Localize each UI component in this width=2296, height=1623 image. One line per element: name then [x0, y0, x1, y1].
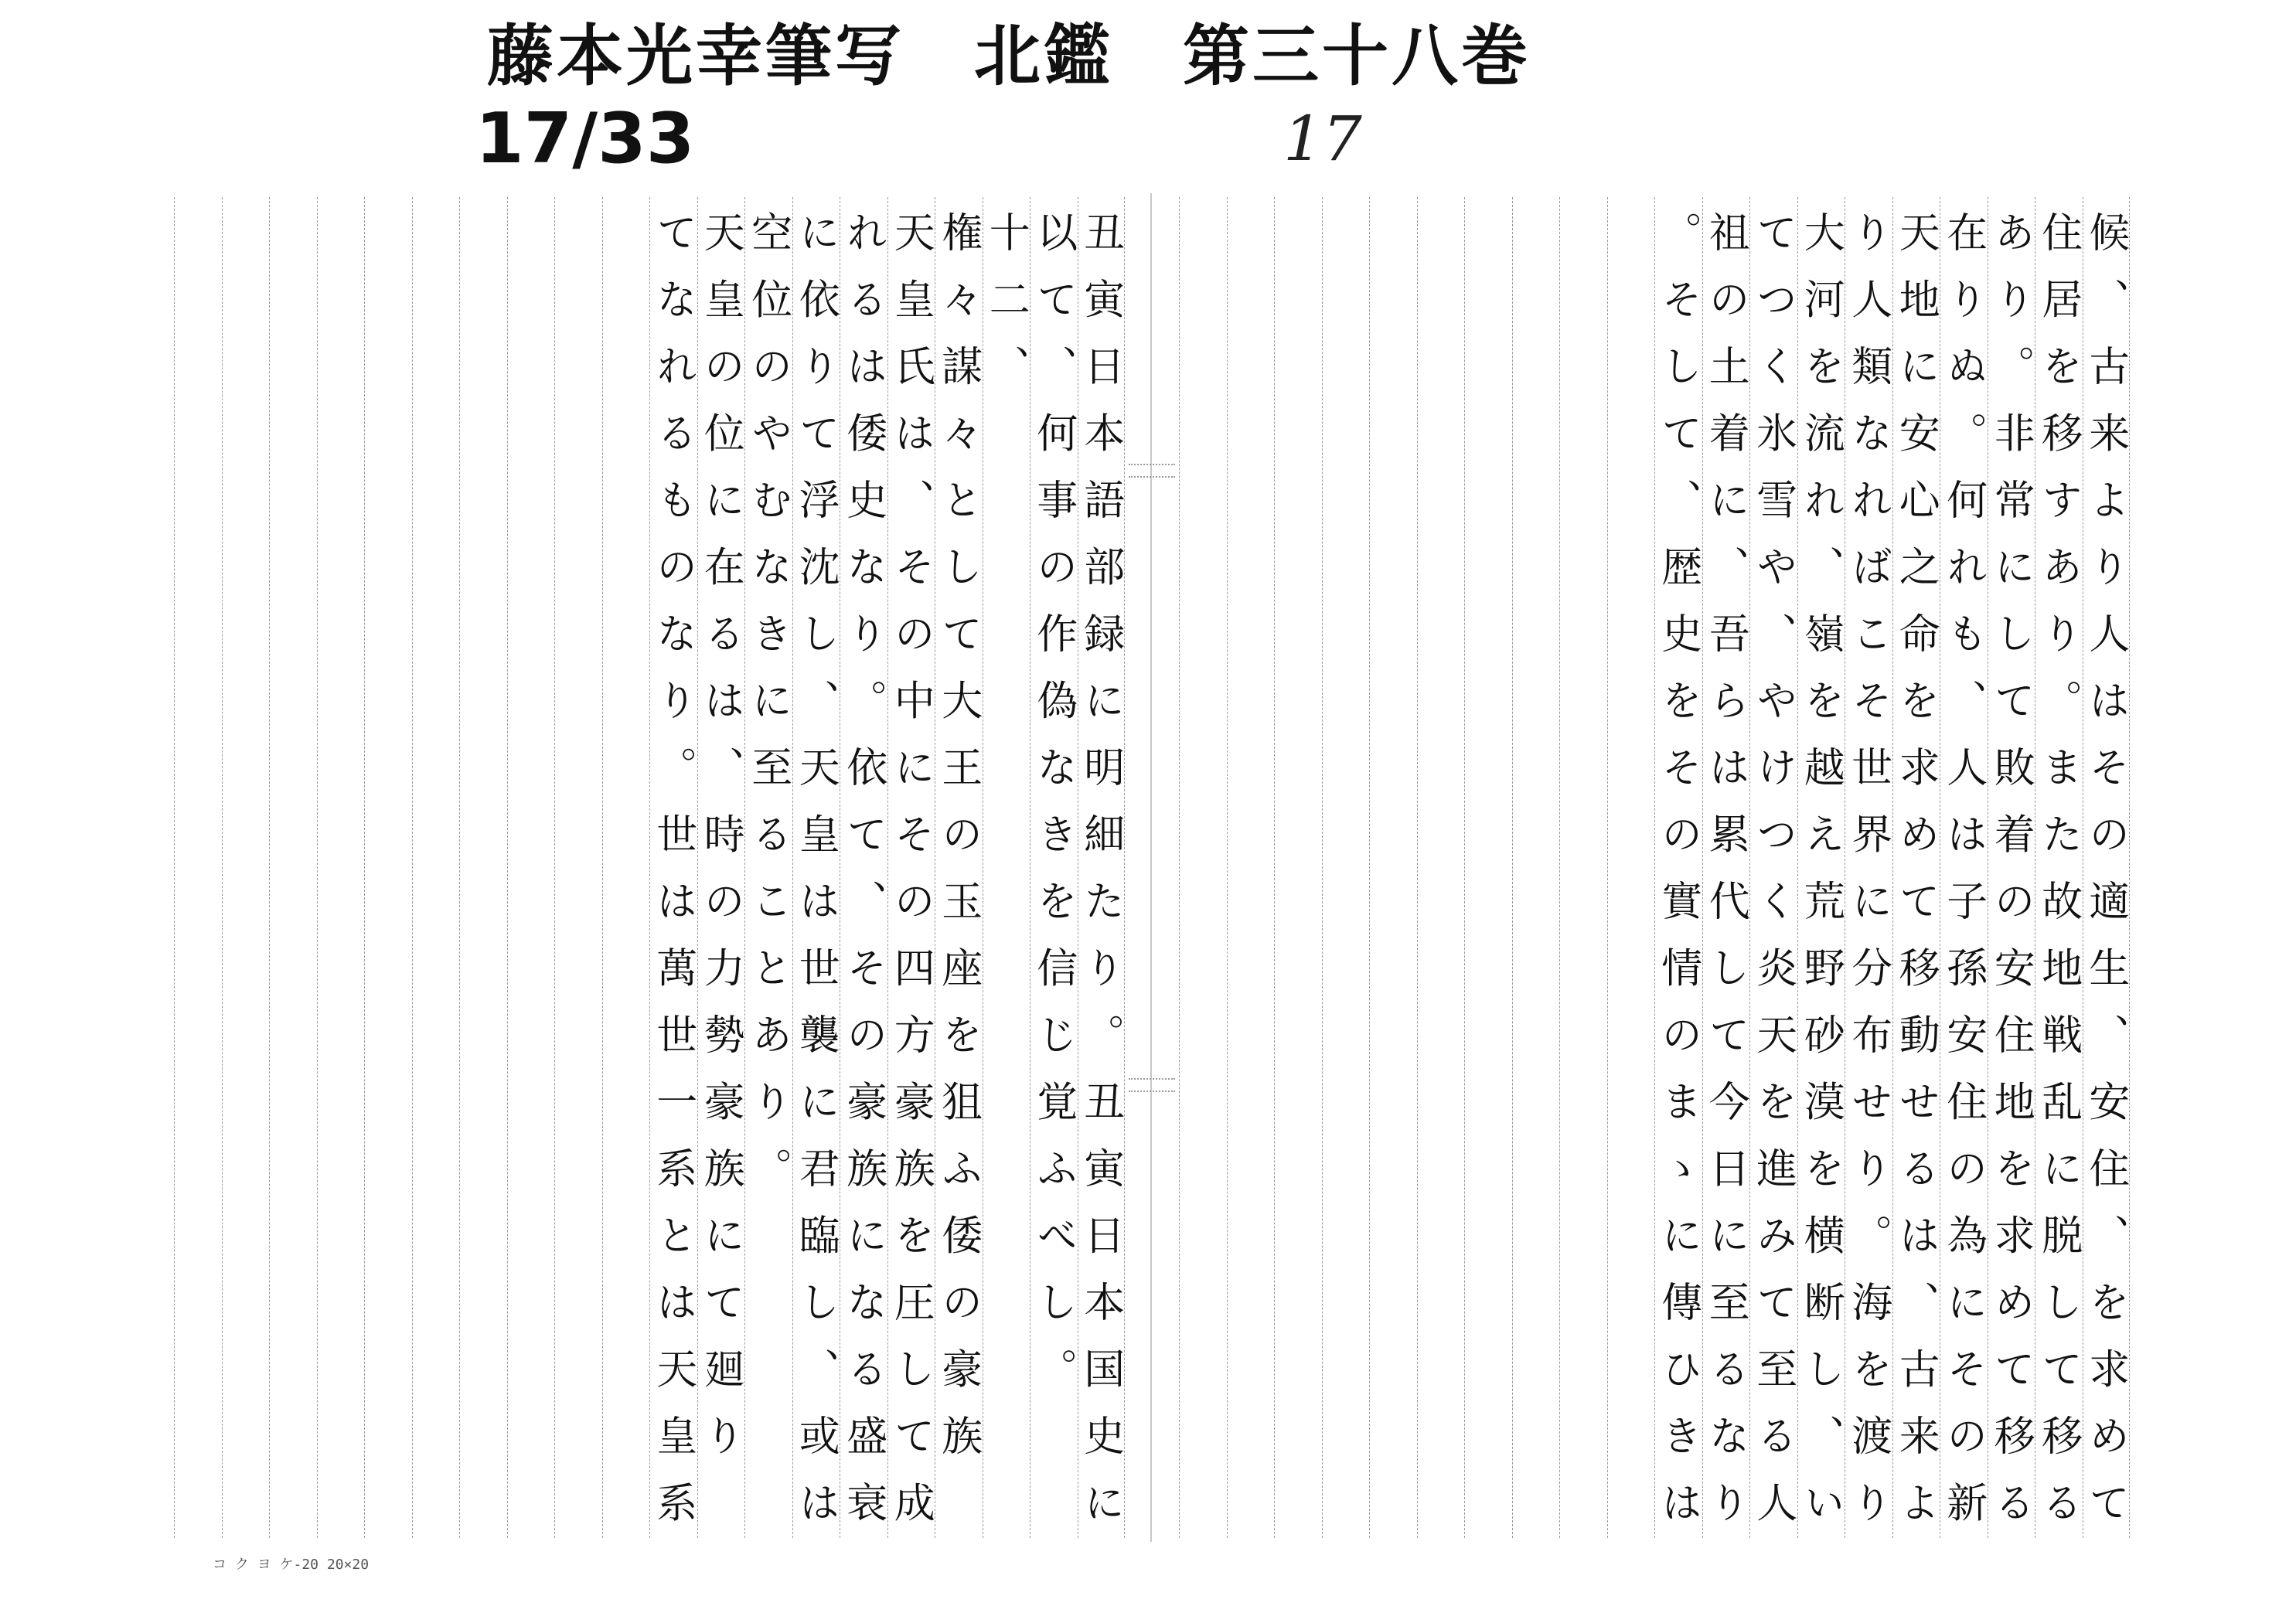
manuscript-column-blank	[1607, 197, 1655, 1538]
column-text: り人類なればこそ世界に分布せり。海を渡り	[1845, 211, 1892, 1548]
manuscript-column	[2035, 197, 2083, 1548]
page-fold-divider	[1150, 193, 1152, 1542]
column-text: 天皇の位に在るは、時の力勢豪族にて廻り	[697, 211, 745, 1482]
manuscript-column-blank	[364, 197, 412, 1538]
manuscript-column-blank	[1227, 197, 1275, 1538]
manuscript-column-blank	[412, 197, 460, 1538]
manuscript-column	[1749, 197, 1797, 1548]
column-text: 在りぬ。何れも、人は子孫安住の為にその新	[1940, 211, 1988, 1548]
manuscript-column-blank	[1417, 197, 1465, 1538]
manuscript-column	[1702, 197, 1750, 1548]
scan-fold-mark	[1129, 1078, 1175, 1092]
manuscript-column	[649, 197, 697, 1548]
column-text: 大河を流れ、嶺を越え荒野砂漠を横断し、い	[1797, 211, 1845, 1548]
manuscript-column-blank	[1369, 197, 1417, 1538]
manuscript-right-page	[1179, 197, 2130, 1548]
manuscript-column	[2082, 197, 2131, 1548]
manuscript-left-page	[174, 197, 1125, 1548]
column-text: 候、古来より人はその適生、安住、を求めて	[2082, 211, 2130, 1548]
manuscript-column-blank	[602, 197, 650, 1538]
manuscript-column-blank	[269, 197, 317, 1538]
manuscript-column-blank	[222, 197, 270, 1538]
manuscript-column	[840, 197, 887, 1548]
manuscript-column-blank	[1464, 197, 1512, 1538]
column-text: あり。非常にして敗着の安住地を求めて移る	[1988, 211, 2035, 1548]
scan-fold-mark	[1129, 464, 1175, 478]
manuscript-column	[792, 197, 840, 1548]
column-text: 権々謀々として大王の玉座を狙ふ倭の豪族	[935, 211, 983, 1482]
manuscript-column-blank	[317, 197, 365, 1538]
manuscript-column	[887, 197, 935, 1548]
handwritten-page-number: 17	[1283, 103, 1362, 175]
column-text: 。そして、歴史をその實情のまゝに傳ひきは	[1654, 211, 1702, 1548]
column-text: 丑寅日本語部録に明細たり。丑寅日本国史に	[1077, 211, 1125, 1548]
manuscript-column-blank	[1512, 197, 1560, 1538]
column-text: てつく氷雪や、やけつく炎天を進みて至る人	[1749, 211, 1797, 1548]
manuscript-column-blank	[459, 197, 507, 1538]
column-text: に依りて浮沈し、天皇は世襲に君臨し、或は	[792, 211, 840, 1548]
column-text: てなれるものなり。世は萬世一系とは天皇系	[649, 211, 697, 1548]
manuscript-column	[1892, 197, 1940, 1548]
manuscript-column-blank	[1559, 197, 1607, 1538]
column-text: 空位のやむなきに至ることあり。	[744, 211, 792, 1214]
manuscript-column	[1030, 197, 1078, 1538]
column-text: 天地に安心之命を求めて移動せるは、古来よ	[1892, 211, 1940, 1548]
manuscript-column	[983, 197, 1030, 1538]
column-text: 祖の土着に、吾らは累代して今日に至るなり	[1702, 211, 1750, 1548]
document-title: 藤本光幸筆写 北鑑 第三十八巻	[487, 18, 1531, 95]
manuscript-column	[1845, 197, 1892, 1548]
manuscript-column-blank	[174, 197, 222, 1538]
manuscript-column-blank	[554, 197, 602, 1538]
manuscript-column	[697, 197, 745, 1538]
page-position: 17/33	[475, 98, 695, 179]
manuscript-column	[1797, 197, 1845, 1548]
paper-footer-note: コ ク ヨ ケ-20 20×20	[213, 1557, 370, 1573]
column-text: れるは倭史なり。依て、その豪族になる盛衰	[840, 211, 887, 1548]
manuscript-column	[1988, 197, 2035, 1548]
column-text: 天皇氏は、その中にその四方豪族を圧して成	[887, 211, 935, 1548]
manuscript-column-blank	[1179, 197, 1227, 1538]
column-text: 以て、何事の作偽なきを信じ覚ふべし。	[1030, 211, 1078, 1414]
manuscript-column-blank	[507, 197, 555, 1538]
manuscript-column	[1654, 197, 1702, 1548]
manuscript-column	[1940, 197, 1988, 1548]
manuscript-column	[935, 197, 983, 1538]
manuscript-column-blank	[1322, 197, 1370, 1538]
manuscript-column-blank	[1274, 197, 1322, 1538]
manuscript-column	[744, 197, 792, 1538]
manuscript-column	[1077, 197, 1126, 1548]
column-text: 住居を移すあり。また故地戦乱に脱して移る	[2035, 211, 2083, 1548]
column-text: 十二、	[983, 211, 1030, 412]
